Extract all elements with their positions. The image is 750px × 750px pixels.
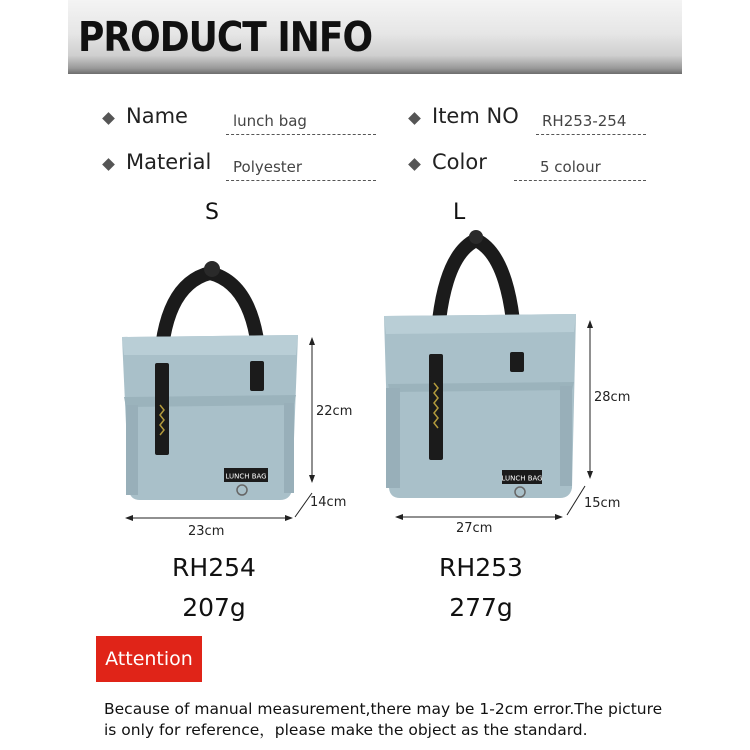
diamond-bullet-icon [102, 112, 115, 125]
spec-name-value: lunch bag [233, 112, 307, 130]
small-model-number: RH254 [172, 553, 256, 582]
measurement-note: Because of manual measurement,there may be 1-2cm error.The picture is only for reference，please make the object as the standard. [104, 700, 663, 739]
small-depth-label: 14cm [310, 495, 347, 510]
small-height-label: 22cm [316, 404, 353, 419]
spec-material [104, 150, 376, 180]
spec-name [104, 104, 376, 134]
large-bag-tag: LUNCH BAG [501, 474, 543, 483]
spec-material-underline [226, 180, 376, 181]
spec-color-value: 5 colour [540, 158, 601, 176]
small-bag-illustration [100, 255, 353, 539]
diamond-bullet-icon [408, 158, 421, 171]
spec-material-value: Polyester [233, 158, 303, 176]
large-model-number: RH253 [439, 553, 523, 582]
large-width-label: 27cm [456, 521, 493, 536]
large-weight: 277g [449, 593, 513, 622]
page-title: PRODUCT INFO [78, 14, 373, 62]
diamond-bullet-icon [102, 158, 115, 171]
large-depth-label: 15cm [584, 496, 621, 511]
small-bag-tag: LUNCH BAG [225, 472, 267, 481]
spec-material-label: Material [126, 150, 212, 174]
spec-color-label: Color [432, 150, 487, 174]
diamond-bullet-icon [408, 112, 421, 125]
spec-item-no-value: RH253-254 [542, 112, 627, 130]
spec-name-underline [226, 134, 376, 135]
spec-color-underline [514, 180, 646, 181]
spec-item-no-underline [536, 134, 646, 135]
small-weight: 207g [182, 593, 246, 622]
size-label-small: S [205, 200, 219, 225]
spec-color [410, 150, 646, 180]
large-height-label: 28cm [594, 390, 631, 405]
size-label-large: L [453, 200, 466, 225]
spec-item-no [410, 104, 646, 134]
spec-name-label: Name [126, 104, 188, 128]
large-bag-illustration [370, 228, 670, 536]
attention-badge: Attention [96, 636, 202, 682]
spec-item-no-label: Item NO [432, 104, 519, 128]
small-width-label: 23cm [188, 524, 225, 539]
